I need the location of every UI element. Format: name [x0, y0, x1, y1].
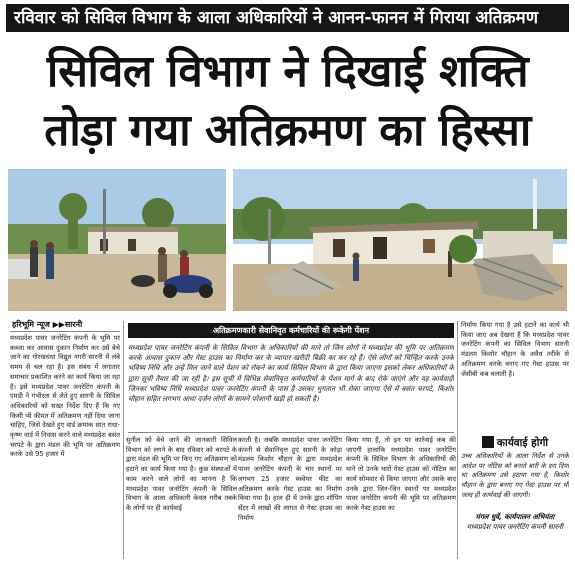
column-divider: [457, 321, 458, 559]
column-divider: [123, 321, 124, 559]
credit-name: मंगल धुर्वे, कार्यपालन अभियंता: [475, 513, 555, 521]
action-heading-label: कार्यवाई होगी: [496, 437, 549, 449]
kicker-banner: रविवार को सिविल विभाग के आला अधिकारियों ने आनन-फानन में गिराया अतिक्रमण: [6, 4, 569, 32]
heading-marker-icon: [482, 436, 494, 448]
photo-demolition-crowd: [8, 169, 226, 311]
credit-role: मध्यप्रदेश पावर जनरेटिंग कंपनी सारनी: [466, 523, 564, 531]
column-5-text: निर्माण किया गया है उसे हटाने का कार्य भी किया जाए अब देखना है कि मध्यप्रदेश पावर जनरेटिंग कंपनी का सिविल विभाग सारनी मंडलम किशोर चौहान के अवैध तरीके से अतिक्रमण करके बनाए गए गेस्ट हाउस पर जेसीबी कब चलाती है।: [461, 321, 569, 378]
column-2-text: सुनील को बेचे जाने की जानकारी सिविल विभाग को लगने के बाद रविवार को चरपटे के द्वारा मंडल की भूमि पर किए गए अतिक्रमण को हटाने का कार्य किया गया है। कुछ संस्थाओं में काम करने वाले लोगों का मानना है कि मध्यप्रदेश पावर जनरेटिंग कंपनी के सिविल विभाग के आला अधिकारी केवल गरीब तबके के लोगों पर ही कार्यवाई: [126, 436, 237, 512]
box-bottom-rule: [128, 432, 454, 433]
headline-line-2: तोड़ा गया अतिक्रमण का हिस्सा: [44, 105, 531, 156]
column-4-text: किया गया है, तो इन पर कार्रवाई कब की जाएगी हालांकि मध्यप्रदेश पावर जनरेटिंग कंपनी के सिविल विभाग के अधिकारियों की माने तो उनके घारों गेस्ट हाउस को नोटिस का कार्य सोमवार से किया जाएगा और उसके बाद उनके द्वारा जिन-जिन स्थानों पर मध्यप्रदेश पावर जनरेटिंग कंपनी की भूमि पर अतिक्रमण करके गेस्ट हाउस का: [346, 436, 456, 512]
photo-demolished-structure: [233, 169, 567, 311]
headline-line-1: सिविल विभाग ने दिखाई शक्ति: [46, 46, 529, 97]
action-heading: [461, 431, 569, 449]
action-quote-text: उच्च अधिकारियों के आला निर्देश से उनके आदेश पर नोटिस को बनाते बारी के दरा दिया था अतिक्रमण उसे हटाया गया है, किशोर चौहान के द्वारा बनाए गए गेस्ट हाउस पर भी जल्द ही कार्यवाई की जाएगी।: [461, 452, 569, 499]
box-subheading: अतिक्रमणकारी सेवानिवृत कर्मचारियों की रूकेगी पेंशन: [128, 323, 454, 338]
quote-credit: [461, 512, 569, 532]
column-1-text: मध्यप्रदेश पावर जनरेटिंग कंपनी के भूमि पर कब्जा कर आवास दुकान निर्माण कर उसे बेचे जाने का गोरखधंधा विद्युत नगरी सारनी में लंबे समय से चल रहा है। इस संबंध में लगातार समाचार प्रकाशित करने का कार्य किया जा रहा है। इसे मध्यप्रदेश पावर जनरेटिंग कंपनी के एमडी ने गंभीरता से लेते हुए सारनी के सिविल अधिकारियों को सख्त निर्देश दिए हैं कि नए किसी भी कीमत में अतिक्रमण नहीं दिया जाना चाहिए, जिसे देखते हुए वार्ड क्रमांक सात राधा-कृष्ण वार्ड में निवास करने वाले मध्यप्रदेश बसंत चरपटे के द्वारा मंडल की भूमि पर अतिक्रमण करके उसे 95 हजार में: [10, 334, 120, 459]
byline-rule: [10, 331, 120, 332]
column-3-text: करती है। जबकि मध्यप्रदेश पावर जनरेटिंग कंपनी से सेवानिवृत्त हुए सारनी के कोड़ा मंडलम किशोर चौहान के द्वारा मध्यप्रदेश पावर जनरेटिंग कंपनी के चार स्थानों पर लगभग 25 हजार स्क्वेयर फीट का अतिक्रमण करके गेस्ट हाउस का निर्माण किया गया है। हाल ही में उनके द्वारा शॉपिंग सेंटर में लाखों की लागत से गेस्ट हाउस का निर्माण: [238, 436, 342, 522]
box-text: मध्यप्रदेश पावर जनरेटिंग कंपनी के सिविल विभाग के अधिकारियों की माने तो जिन लोगों ने मध्यप्रदेश की भूमि पर अतिक्रमण करके आवास दुकान और गेस्ट हाउस का निर्माण कर के व्यापार खरीदी बिक्री का कर रहे हैं। ऐसे लोगों को चिन्हित करके उनके भविष्य निधि और उन्हें मिल जाने वाले पेंशन को रोकने का कार्य सिविल विभाग के द्वारा किया जाएगा इसको लेकर अधिकारियों के द्वारा सूची तैयार की जा रही है। इस सूची में विभिन्न सेवानिवृत्त कर्मचारियों के पेंशन मार्ग के बाद रोके जाएंगे और यह कार्यवाही जिनका भविष्य निधि मध्यप्रदेश पावर जनरेटिंग कंपनी के पास है उसका भुगतान भी रोका जाएगा ऐसे में बसंत चरपटे, किशोर चौहान सहित लगभग आधा दर्जन लोगों के सामने परेशानी खड़ी हो सकती है।: [128, 344, 454, 404]
byline: हरिभूमि न्यूज ▶▶सारनी: [12, 320, 83, 329]
